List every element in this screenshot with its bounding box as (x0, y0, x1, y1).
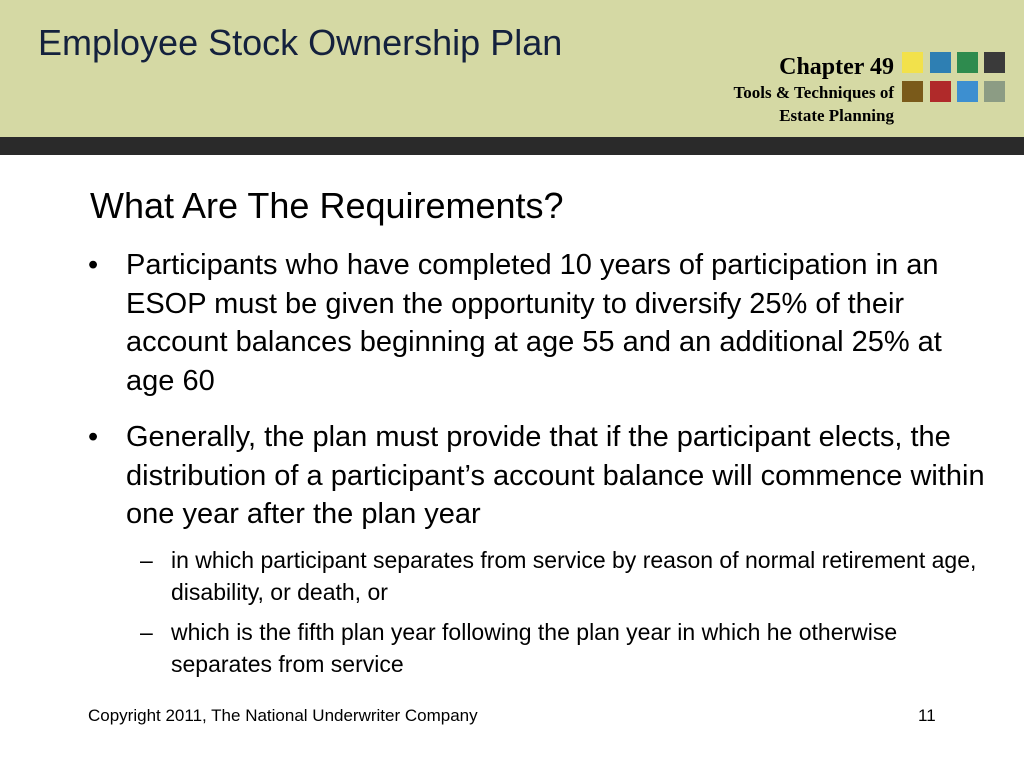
sub-bullet-text: in which participant separates from service by reason of normal retirement age, disability, or death, or (171, 546, 977, 605)
brown-square-icon (902, 81, 923, 102)
dash-marker: – (140, 546, 153, 573)
slide-heading: What Are The Requirements? (90, 185, 564, 226)
green-square-icon (957, 52, 978, 73)
sub-bullet-text: which is the fifth plan year following the plan year in which he otherwise separates from service (171, 618, 898, 677)
list-item (88, 418, 988, 534)
yellow-square-icon (902, 52, 923, 73)
gray-green-square-icon (984, 81, 1005, 102)
light-blue-square-icon (957, 81, 978, 102)
bullet-marker: • (88, 421, 99, 453)
blue-square-icon (930, 52, 951, 73)
chapter-subtitle-line2: Estate Planning (779, 106, 894, 125)
chapter-label: Chapter 49 (779, 54, 894, 80)
footer-copyright: Copyright 2011, The National Underwriter Company (88, 706, 478, 725)
dark-gray-square-icon (984, 52, 1005, 73)
page-number: 11 (918, 706, 936, 725)
bullet-marker: • (88, 249, 99, 281)
page-title: Employee Stock Ownership Plan (38, 22, 563, 63)
bullet-text: Participants who have completed 10 years of participation in an ESOP must be given the opportunity to diversify 25% of their account balances beginning at age 55 and an additional 25% at age 60 (126, 249, 942, 397)
sub-list-item (88, 616, 988, 680)
chapter-subtitle-line1: Tools & Techniques of (733, 83, 894, 102)
list-item (88, 246, 988, 400)
red-square-icon (930, 81, 951, 102)
dash-marker: – (140, 618, 153, 645)
sub-list-item (88, 544, 988, 608)
sub-list (88, 544, 988, 680)
chapter-block (734, 53, 894, 127)
bullet-text: Generally, the plan must provide that if the participant elects, the distribution of a participant’s account balance will commence within one year after the plan year (126, 421, 985, 530)
header-divider (0, 137, 1024, 155)
slide-content (88, 246, 988, 688)
